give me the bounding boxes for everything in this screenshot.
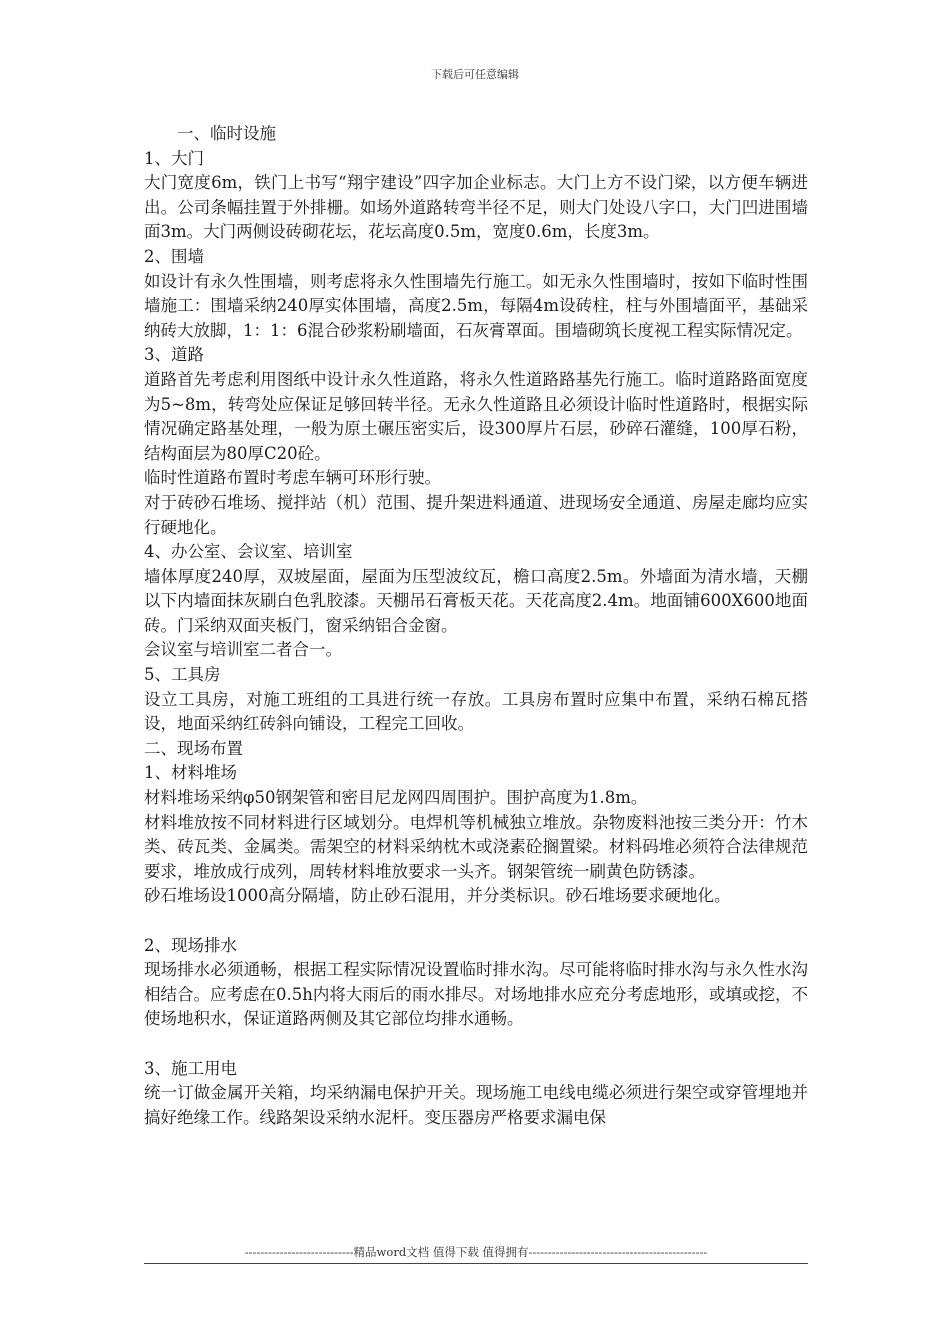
document-body (144, 122, 808, 1130)
subheading-drainage: 2、现场排水 (144, 935, 237, 955)
paragraph-material-yard: 材料堆场采纳φ50钢架管和密目尼龙网四周围护。围护高度为1.8m。 (144, 788, 648, 808)
paragraph-electricity: 统一订做金属开关箱，均采纳漏电保护开关。现场施工电线电缆必须进行架空或穿管埋地并搞好绝缘工作。线路架设采纳水泥杆。变压器房严格要求漏电保 (144, 1083, 808, 1127)
subheading-gate: 1、大门 (144, 148, 204, 168)
paragraph-gate: 大门宽度6m，铁门上书写“翔宇建设”四字加企业标志。大门上方不设门梁，以方便车辆进出。公司条幅挂置于外排栅。如场外道路转弯半径不足，则大门处设八字口，大门凹进围墙面3m。大门两侧设砖砌花坛，花坛高度0.5m，宽度0.6m，长度3m。 (144, 173, 808, 242)
paragraph-wall: 如设计有永久性围墙，则考虑将永久性围墙先行施工。如无永久性围墙时，按如下临时性围墙施工：围墙采纳240厚实体围墙，高度2.5m，每隔4m设砖柱，柱与外围墙面平，基础采纳砖大放脚，1：1：6混合砂浆粉刷墙面，石灰膏罩面。围墙砌筑长度视工程实际情况定。 (144, 271, 808, 340)
subheading-material-yard: 1、材料堆场 (144, 763, 237, 783)
blank-line (144, 909, 808, 934)
paragraph-office: 墙体厚度240厚，双坡屋面，屋面为压型波纹瓦，檐口高度2.5m。外墙面为清水墙，天棚以下内墙面抹灰刷白色乳胶漆。天棚吊石膏板天花。天花高度2.4m。地面铺600X600地面砖。门采纳双面夹板门，窗采纳铝合金窗。 (144, 566, 808, 635)
page-footer: ----------------------------精品word文档 值得下载 值得拥有---------------------------------------------- (244, 1245, 708, 1259)
paragraph-hardening: 对于砖砂石堆场、搅拌站（机）范围、提升架进料通道、进现场安全通道、房屋走廊均应实行硬地化。 (144, 492, 808, 537)
paragraph-road: 道路首先考虑利用图纸中设计永久性道路，将永久性道路路基先行施工。临时道路路面宽度为5~8m，转弯处应保证足够回转半径。无永久性道路且必须设计临时性道路时，根据实际情况确定路基处理，一般为原土碾压密实后，设300厚片石层，砂碎石灌缝，100厚石粉，结构面层为80厚C20砼。 (144, 369, 808, 463)
paragraph-sand-yard: 砂石堆场设1000高分隔墙，防止砂石混用，并分类标识。砂石堆场要求硬地化。 (144, 886, 731, 906)
subheading-road: 3、道路 (144, 345, 204, 365)
subheading-tool-room: 5、工具房 (144, 665, 221, 685)
paragraph-material-stacking: 材料堆放按不同材料进行区域划分。电焊机等机械独立堆放。杂物废料池按三类分开：竹木类、砖瓦类、金属类。需架空的材料采纳枕木或浇素砼搁置梁。材料码堆必须符合法律规范要求，堆放成行成列，周转材料堆放要求一头齐。钢架管统一刷黄色防锈漆。 (144, 812, 808, 881)
paragraph-tool-room: 设立工具房，对施工班组的工具进行统一存放。工具房布置时应集中布置，采纳石棉瓦搭设，地面采纳红砖斜向铺设，工程完工回收。 (144, 689, 808, 734)
section-heading-site-layout: 二、现场布置 (144, 738, 243, 758)
page-header: 下载后可任意编辑 (431, 68, 519, 81)
section-heading-temporary-facilities: 一、临时设施 (177, 124, 276, 143)
paragraph-drainage: 现场排水必须通畅，根据工程实际情况设置临时排水沟。尽可能将临时排水沟与永久性水沟相结合。应考虑在0.5h内将大雨后的雨水排尽。对场地排水应充分考虑地形，或填或挖，不使场地积水，保证道路两侧及其它部位均排水通畅。 (144, 960, 808, 1029)
blank-line (144, 1032, 808, 1057)
paragraph-meeting-room: 会议室与培训室二者合一。 (144, 640, 342, 660)
subheading-wall: 2、围墙 (144, 246, 204, 266)
footer-rule (144, 1263, 808, 1264)
subheading-electricity: 3、施工用电 (144, 1058, 237, 1078)
subheading-office: 4、办公室、会议室、培训室 (144, 542, 353, 562)
paragraph-road-loop: 临时性道路布置时考虑车辆可环形行驶。 (144, 468, 441, 488)
